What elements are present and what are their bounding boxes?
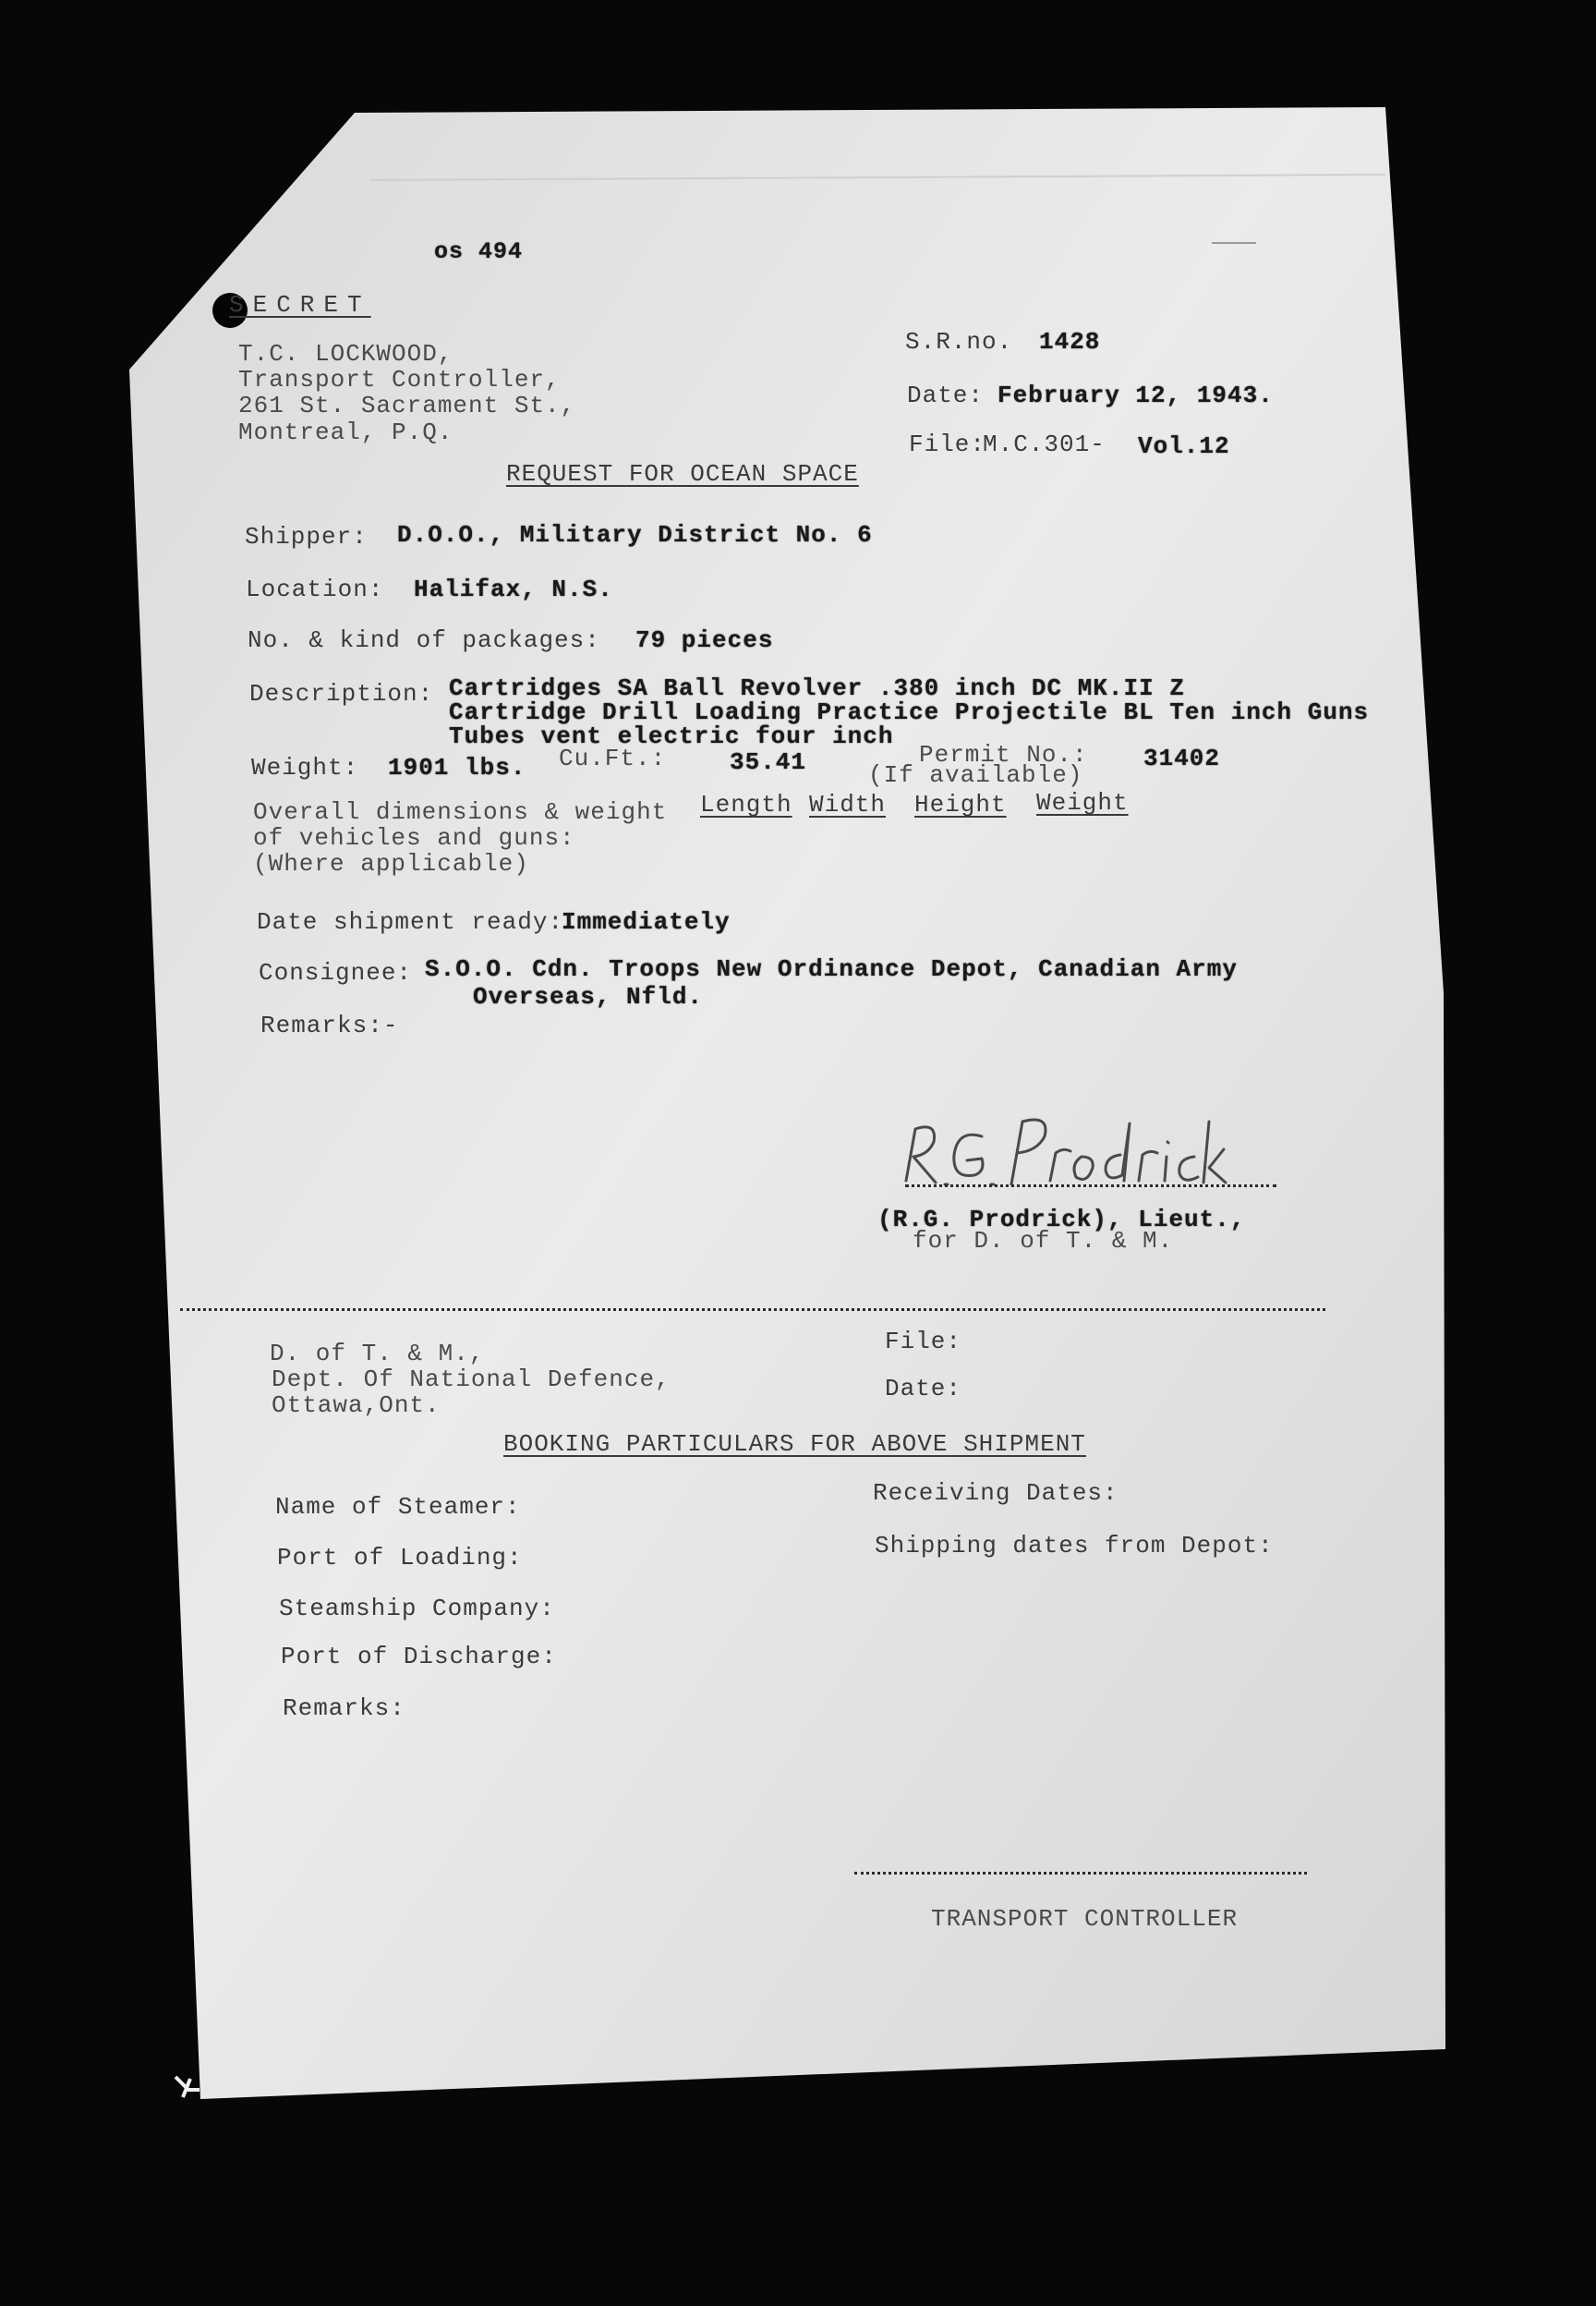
date-value: February 12, 1943. <box>998 382 1274 409</box>
weight-label: Weight: <box>251 754 359 782</box>
form-title: REQUEST FOR OCEAN SPACE <box>506 460 859 488</box>
reference-number: os 494 <box>434 238 524 265</box>
remarks-label: Remarks:- <box>260 1012 399 1039</box>
lower-file-label: File: <box>885 1328 962 1355</box>
sr-number-label: S.R.no. <box>905 328 1013 356</box>
location-value: Halifax, N.S. <box>414 576 613 603</box>
controller-signature-line <box>854 1872 1307 1875</box>
dimensions-label-2: of vehicles and guns: <box>253 824 575 852</box>
shipping-dates-label: Shipping dates from Depot: <box>875 1532 1274 1560</box>
handwritten-signature <box>901 1109 1251 1210</box>
dimension-width-header: Width <box>809 791 887 819</box>
permit-note: (If available) <box>868 761 1083 789</box>
ready-label: Date shipment ready: <box>257 908 564 936</box>
signature-line <box>905 1184 1276 1187</box>
description-line-2: Cartridge Drill Loading Practice Projectile BL Ten inch Guns <box>449 698 1370 726</box>
shipper-value: D.O.O., Military District No. 6 <box>397 521 873 549</box>
file-value: M.C.301- <box>983 431 1106 458</box>
permit-label: Permit No.: <box>919 741 1088 769</box>
lower-address-line-1: D. of T. & M., <box>270 1340 485 1367</box>
packages-value: 79 pieces <box>635 626 774 654</box>
classification-stamp: SECRET <box>229 291 371 319</box>
dimension-height-header: Height <box>914 791 1007 819</box>
receiving-dates-label: Receiving Dates: <box>873 1479 1118 1507</box>
date-label: Date: <box>907 382 985 409</box>
booking-title: BOOKING PARTICULARS FOR ABOVE SHIPMENT <box>503 1430 1086 1458</box>
sender-city: Montreal, P.Q. <box>238 419 453 446</box>
loading-port-label: Port of Loading: <box>277 1544 523 1572</box>
lower-address-line-2: Dept. Of National Defence, <box>272 1365 671 1393</box>
ready-value: Immediately <box>562 908 731 936</box>
description-label: Description: <box>249 680 434 708</box>
lower-address-line-3: Ottawa,Ont. <box>272 1391 441 1419</box>
dimensions-label-3: (Where applicable) <box>253 850 529 878</box>
dimensions-label-1: Overall dimensions & weight <box>253 798 668 826</box>
description-line-1: Cartridges SA Ball Revolver .380 inch DC MK.II Z <box>449 674 1185 702</box>
description-line-3: Tubes vent electric four inch <box>449 722 894 750</box>
dimension-length-header: Length <box>700 791 792 819</box>
consignee-line-2: Overseas, Nfld. <box>473 983 704 1011</box>
file-volume: Vol.12 <box>1138 432 1230 460</box>
sender-title: Transport Controller, <box>238 366 561 394</box>
lower-remarks-label: Remarks: <box>283 1694 405 1722</box>
shipper-label: Shipper: <box>245 523 368 551</box>
steamer-label: Name of Steamer: <box>275 1493 521 1521</box>
sender-street: 261 St. Sacrament St., <box>238 392 576 419</box>
cuft-value: 35.41 <box>730 748 807 776</box>
lower-date-label: Date: <box>885 1375 962 1402</box>
steamship-company-label: Steamship Company: <box>279 1595 555 1622</box>
packages-label: No. & kind of packages: <box>248 626 600 654</box>
sr-number-value: 1428 <box>1039 328 1101 356</box>
dimension-weight-header: Weight <box>1036 789 1129 817</box>
section-divider <box>180 1308 1325 1311</box>
signatory-on-behalf: for D. of T. & M. <box>913 1227 1174 1255</box>
signatory-name: (R.G. Prodrick), Lieut., <box>877 1206 1246 1233</box>
transport-controller-label: TRANSPORT CONTROLLER <box>931 1905 1239 1933</box>
permit-value: 31402 <box>1143 745 1221 772</box>
consignee-label: Consignee: <box>259 959 413 987</box>
location-label: Location: <box>246 576 384 603</box>
cuft-label: Cu.Ft.: <box>559 745 667 772</box>
consignee-line-1: S.O.O. Cdn. Troops New Ordinance Depot, Canadian Army <box>425 955 1238 983</box>
weight-value: 1901 lbs. <box>388 754 526 782</box>
file-label: File: <box>909 431 986 458</box>
sender-name: T.C. LOCKWOOD, <box>238 340 453 368</box>
discharge-port-label: Port of Discharge: <box>281 1643 557 1670</box>
